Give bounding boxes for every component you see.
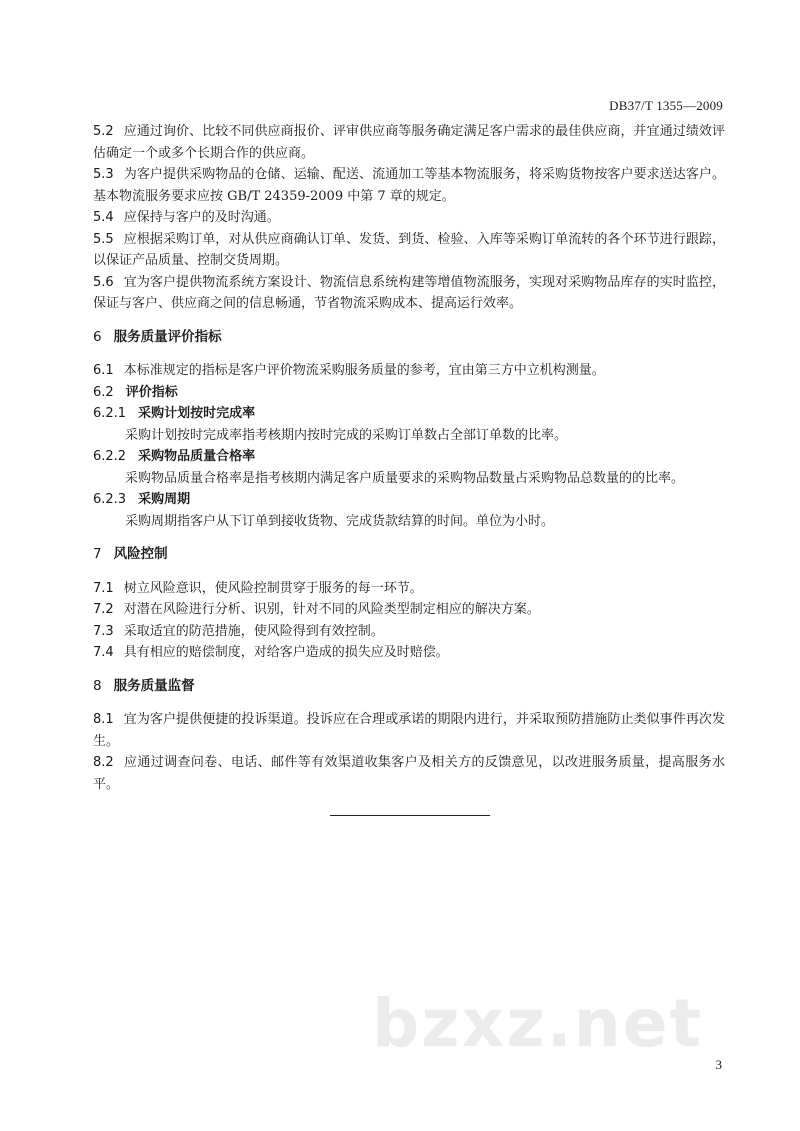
section-heading-8: 8 服务质量监督: [93, 677, 195, 694]
clause-5-3: 5.3 为客户提供采购物品的仓储、运输、配送、流通加工等基本物流服务，将采购货物按客户要求送达客户。基本物流服务要求应按 GB/T 24359-2009 中第 7 章的规定。: [93, 167, 725, 204]
clause-7-2: 7.2 对潜在风险进行分析、识别，针对不同的风险类型制定相应的解决方案。: [93, 602, 540, 617]
page-number: 3: [715, 1057, 722, 1072]
indicator-desc-6-2-2: 采购物品质量合格率是指考核期内满足客户质量要求的采购物品数量占采购物品总数量的的比率。: [125, 470, 685, 486]
subsection-heading-6-2: 6.2 评价指标: [93, 384, 178, 400]
indicator-heading-6-2-1: 6.2.1 采购计划按时完成率: [93, 406, 256, 421]
clause-7-1: 7.1 树立风险意识，使风险控制贯穿于服务的每一环节。: [93, 580, 423, 596]
clause-5-5: 5.5 应根据采购订单，对从供应商确认订单、发货、到货、检验、入库等采购订单流转的各个环节进行跟踪，以保证产品质量、控制交货周期。: [93, 231, 725, 268]
clause-7-4: 7.4 具有相应的赔偿制度，对给客户造成的损失应及时赔偿。: [93, 645, 449, 660]
indicator-heading-6-2-2: 6.2.2 采购物品质量合格率: [93, 449, 256, 464]
clause-6-1: 6.1 本标准规定的指标是客户评价物流采购服务质量的参考，宜由第三方中立机构测量。: [93, 363, 605, 378]
clause-8-2: 8.2 应通过调查问卷、电话、邮件等有效渠道收集客户及相关方的反馈意见，以改进服务质量，提高服务水平。: [93, 755, 725, 792]
clause-5-6: 5.6 宜为客户提供物流系统方案设计、物流信息系统构建等增值物流服务，实现对采购物品库存的实时监控，保证与客户、供应商之间的信息畅通，节省物流采购成本、提高运行效率。: [93, 274, 725, 311]
section-heading-6: 6 服务质量评价指标: [93, 328, 222, 345]
section-heading-7: 7 风险控制: [93, 546, 168, 562]
clause-7-3: 7.3 采取适宜的防范措施，使风险得到有效控制。: [93, 623, 384, 639]
document-body: [93, 121, 725, 795]
clause-8-1: 8.1 宜为客户提供便捷的投诉渠道。投诉应在合理或承诺的期限内进行，并采取预防措施防止类似事件再次发生。: [93, 712, 725, 749]
indicator-heading-6-2-3: 6.2.3 采购周期: [93, 492, 191, 507]
indicator-desc-6-2-1: 采购计划按时完成率指考核期内按时完成的采购订单数占全部订单数的比率。: [125, 427, 568, 443]
watermark: bzxz.net: [372, 985, 704, 1062]
document-code: DB37/T 1355—2009: [609, 98, 723, 113]
end-of-document-rule: [330, 815, 490, 816]
clause-5-4: 5.4 应保持与客户的及时沟通。: [93, 210, 280, 225]
clause-5-2: 5.2 应通过询价、比较不同供应商报价、评审供应商等服务确定满足客户需求的最佳供应商，并宜通过绩效评估确定一个或多个长期合作的供应商。: [93, 124, 725, 161]
indicator-desc-6-2-3: 采购周期指客户从下订单到接收货物、完成货款结算的时间。单位为小时。: [125, 513, 555, 529]
